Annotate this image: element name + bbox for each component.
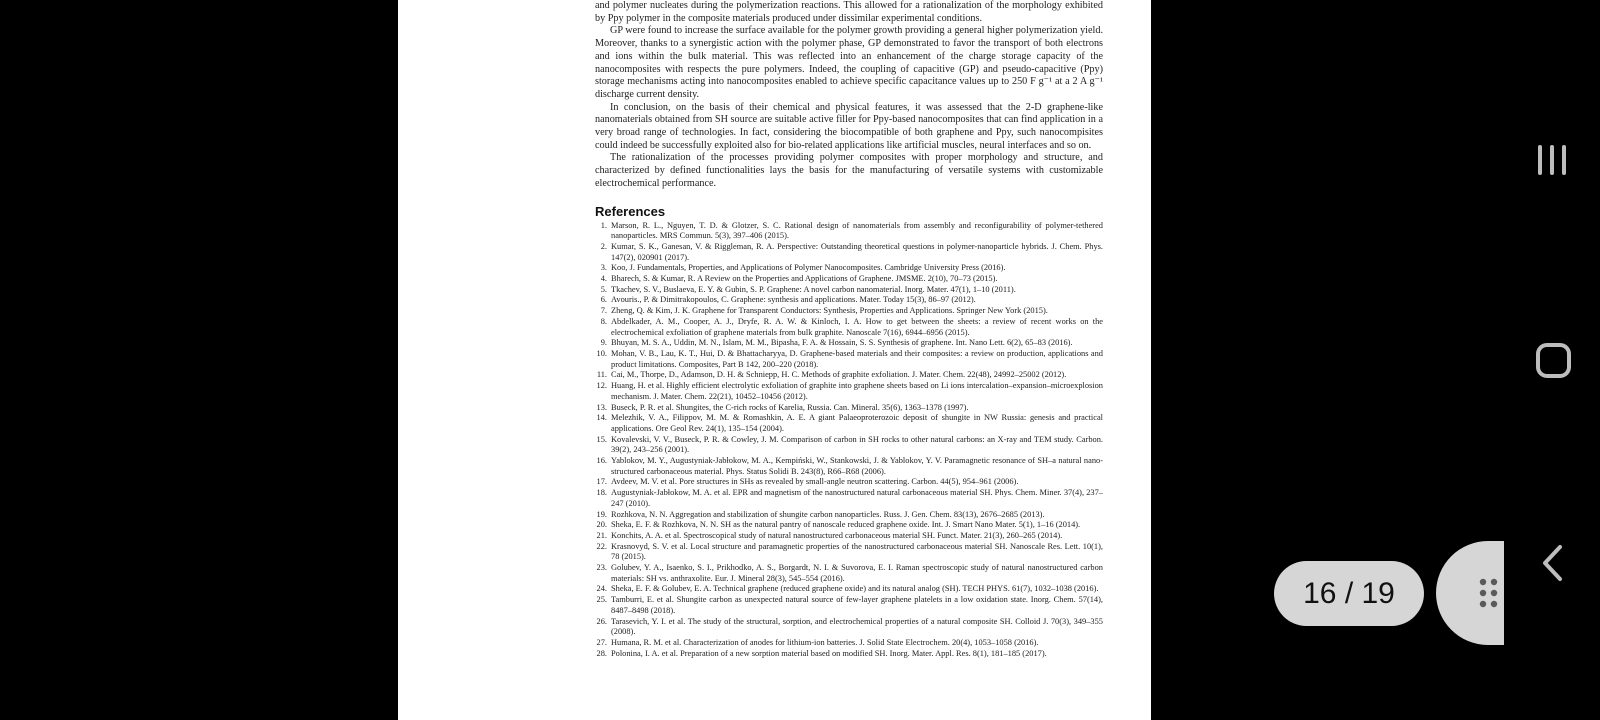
reference-item (595, 285, 1103, 296)
reference-number: 11. (596, 370, 607, 380)
reference-number: 10. (596, 348, 607, 358)
reference-text: Rozhkova, N. N. Aggregation and stabilization of shungite carbon nanoparticles. Russ. J. Gen. Chem. 83(13), 2676–2685 (2013). (611, 509, 1045, 519)
reference-number: 3. (600, 263, 607, 273)
reference-list (595, 221, 1103, 660)
reference-item (595, 274, 1103, 285)
reference-item (595, 403, 1103, 414)
reference-item (595, 531, 1103, 542)
reference-text: Mohan, V. B., Lau, K. T., Hui, D. & Bhattacharyya, D. Graphene-based materials and their composites: a review on production, applications and product limitations. Composites, Part B 142, 200–220 (2018). (611, 348, 1103, 369)
page-indicator-text: 16 / 19 (1303, 576, 1395, 610)
reference-text: Abdelkader, A. M., Cooper, A. J., Dryfe, R. A. W. & Kinloch, I. A. How to get between the sheets: a review of recent works on the electrochemical exfoliation of graphene materials from bulk graphite. Nanoscale 7(16), 6944–6956 (2015). (611, 316, 1103, 337)
reference-number: 9. (600, 338, 607, 348)
reference-number: 5. (600, 284, 607, 294)
reference-text: Sheka, E. F. & Rozhkova, N. N. SH as the natural pantry of nanoscale reduced graphene oxide. Int. J. Smart Nano Mater. 5(1), 1–16 (2014). (611, 520, 1081, 530)
body-paragraph: In conclusion, on the basis of their chemical and physical features, it was assessed that the 2-D graphene-like nanomaterials obtained from SH source are suitable active filler for Ppy-based nanocomposites that can find application in a very broad range of technologies. In fact, considering the biocompatible of both graphene and Ppy, such nanocompisites could indeed be successfully exploited also for bio-related applications like artificial muscles, neural interfaces and so on. (595, 101, 1103, 151)
reference-text: Tamburri, E. et al. Shungite carbon as unexpected natural source of few-layer graphene platelets in a low oxidation state. Inorg. Chem. 57(14), 8487–8498 (2018). (611, 595, 1103, 615)
reference-item (595, 649, 1103, 660)
reference-number: 4. (600, 274, 607, 284)
reference-text: Yablokov, M. Y., Augustyniak-Jabłokow, M. A., Kempiński, W., Stankowski, J. & Yablokov, Y. V. Paramagnetic resonance of SH–a natural nano-structured carbonaceous material. Phys. Status Solidi B. 243(8), R66–R68 (2006). (611, 456, 1103, 476)
reference-number: 17. (596, 477, 607, 487)
reference-number: 6. (600, 295, 607, 305)
recent-apps-icon[interactable] (1535, 142, 1571, 178)
reference-number: 20. (596, 520, 607, 530)
reference-text: Konchits, A. A. et al. Spectroscopical study of natural nanostructured carbonaceous material SH. Funct. Mater. 21(3), 260–265 (2014). (611, 530, 1063, 540)
reference-item (595, 563, 1103, 584)
body-paragraph: The rationalization of the processes providing polymer composites with proper morphology and structure, and characterized by defined functionalities lays the basis for the manufacturing of versatile systems with customizable electrochemical performance. (595, 152, 1103, 189)
reference-item (595, 221, 1103, 242)
reference-item (595, 510, 1103, 521)
reference-number: 2. (600, 241, 607, 251)
reference-text: Tarasevich, Y. I. et al. The study of the structural, sorption, and electrochemical properties of a natural composite SH. Colloid J. 70(3), 349–355 (2008). (611, 616, 1103, 637)
reference-text: Bhuyan, M. S. A., Uddin, M. N., Islam, M. M., Bipasha, F. A. & Hossain, S. S. Synthesis of graphene. Int. Nano Lett. 6(2), 65–83 (2016). (611, 338, 1073, 348)
reference-item (595, 477, 1103, 488)
reference-item (595, 456, 1103, 477)
reference-number: 25. (596, 595, 607, 605)
reference-text: Zheng, Q. & Kim, J. K. Graphene for Transparent Conductors: Synthesis, Properties and Applications. Springer New York (2015). (611, 306, 1048, 316)
reference-item (595, 370, 1103, 381)
reference-text: Avouris., P. & Dimitrakopoulos, C. Graphene: synthesis and applications. Mater. Today 15(3), 86–97 (2012). (611, 295, 976, 305)
reference-number: 27. (596, 637, 607, 647)
reference-item (595, 349, 1103, 370)
page-indicator (1274, 561, 1424, 626)
document-page[interactable] (398, 0, 1151, 720)
reference-number: 18. (596, 488, 607, 498)
reference-item (595, 617, 1103, 638)
reference-item (595, 381, 1103, 402)
reference-item (595, 242, 1103, 263)
references-heading: References (595, 203, 666, 219)
reference-text: Melezhik, V. A., Filippov, M. M. & Romashkin, A. E. A giant Palaeoproterozoic deposit of shungite in NW Russia: genesis and practical applications. Ore Geol Rev. 24(1), 135–154 (2004). (611, 413, 1103, 433)
dots-grid-icon (1478, 577, 1500, 611)
reference-number: 15. (596, 434, 607, 444)
reference-item (595, 488, 1103, 509)
reference-item (595, 435, 1103, 456)
reference-number: 28. (596, 648, 607, 658)
page-content (595, 0, 1103, 659)
body-paragraph: GP were found to increase the surface available for the polymer growth providing a general higher polymerization yield. Moreover, thanks to a synergistic action with the polymer phase, GP demonstrated to favor the transport of both electrons and ions within the bulk material. This was reflected into an enhancement of the charge storage capacity of the nanocomposites with respects the pure polymers. Indeed, the coupling of capacitive (GP) and pseudo-capacitive (Ppy) storage mechanisms acting into nanocomposites enabled to achieve specific capacitance values up to 250 F g⁻¹ at a 2 A g⁻¹ discharge current density. (595, 25, 1103, 100)
reference-item (595, 338, 1103, 349)
reference-item (595, 520, 1103, 531)
reference-number: 8. (600, 316, 607, 326)
body-paragraph: and polymer nucleates during the polymerization reactions. This allowed for a rationalization of the morphology exhibited by Ppy polymer in the composite materials produced under dissimilar experimental conditions. (595, 0, 1103, 24)
reference-text: Kumar, S. K., Ganesan, V. & Riggleman, R. A. Perspective: Outstanding theoretical questions in polymer-nanoparticle hybrids. J. Chem. Phys. 147(2), 020901 (2017). (611, 241, 1103, 262)
reference-text: Polonina, I. A. et al. Preparation of a new sorption material based on modified SH. Inorg. Mater. Appl. Res. 8(1), 181–185 (2017). (611, 648, 1047, 658)
reference-text: Krasnovyd, S. V. et al. Local structure and paramagnetic properties of the nanostructured carbonaceous material SH. Nanoscale Res. Lett. 10(1), 78 (2015). (611, 541, 1103, 562)
reference-item (595, 413, 1103, 434)
back-icon[interactable] (1540, 543, 1566, 583)
reference-text: Huang, H. et al. Highly efficient electrolytic exfoliation of graphite into graphene sheets based on Li ions intercalation–expansion–microexplosion mechanism. J. Mater. Chem. 22(21), 10452–10456 (2012). (611, 381, 1103, 401)
reference-text: Kovalevski, V. V., Buseck, P. R. & Cowley, J. M. Comparison of carbon in SH rocks to other natural carbons: an X-ray and TEM study. Carbon. 39(2), 243–256 (2001). (611, 434, 1103, 455)
reference-number: 21. (596, 530, 607, 540)
reference-text: Augustyniak-Jabłokow, M. A. et al. EPR and magnetism of the nanostructured natural carbonaceous material SH. Phys. Chem. Miner. 37(4), 237–247 (2010). (611, 488, 1103, 508)
reference-text: Marson, R. L., Nguyen, T. D. & Glotzer, S. C. Rational design of nanomaterials from assembly and reconfigurability of polymer-tethered nanoparticles. MRS Commun. 5(3), 397–406 (2015). (611, 220, 1103, 241)
reference-text: Buseck, P. R. et al. Shungites, the C-rich rocks of Karelia, Russia. Can. Mineral. 35(6), 1363–1378 (1997). (611, 402, 969, 412)
reference-number: 23. (596, 563, 607, 573)
reference-item (595, 295, 1103, 306)
reference-item (595, 638, 1103, 649)
reference-number: 22. (596, 541, 607, 551)
reference-text: Tkachev, S. V., Buslaeva, E. Y. & Gubin, S. P. Graphene: A novel carbon nanomaterial. Inorg. Mater. 47(1), 1–10 (2011). (611, 284, 1016, 294)
reference-number: 13. (596, 402, 607, 412)
reference-text: Avdeev, M. V. et al. Pore structures in SHs as revealed by small-angle neutron scattering. Carbon. 44(5), 954–961 (2006). (611, 477, 1019, 487)
reference-item (595, 306, 1103, 317)
reference-text: Koo, J. Fundamentals, Properties, and Applications of Polymer Nanocomposites. Cambridge University Press (2016). (611, 263, 1006, 273)
reference-item (595, 595, 1103, 616)
reference-item (595, 263, 1103, 274)
reference-number: 26. (596, 616, 607, 626)
body-text (595, 0, 1103, 191)
reference-item (595, 542, 1103, 563)
home-icon[interactable] (1535, 342, 1573, 380)
reference-text: Golubev, Y. A., Isaenko, S. I., Prikhodko, A. S., Borgardt, N. I. & Suvorova, E. I. Raman spectroscopic study of natural nanostructured carbon materials: SH vs. anthraxolite. Eur. J. Mineral 28(3), 545–554 (2016). (611, 563, 1103, 583)
reference-number: 24. (596, 584, 607, 594)
reference-number: 16. (596, 456, 607, 466)
reference-item (595, 317, 1103, 338)
reference-item (595, 584, 1103, 595)
reference-number: 7. (600, 306, 607, 316)
reference-text: Cai, M., Thorpe, D., Adamson, D. H. & Schniepp, H. C. Methods of graphite exfoliation. J. Mater. Chem. 22(48), 24992–25002 (2012). (611, 370, 1067, 380)
reference-number: 14. (596, 413, 607, 423)
reference-text: Humana, R. M. et al. Characterization of anodes for lithium-ion batteries. J. Solid State Electrochem. 20(4), 1053–1058 (2016). (611, 637, 1039, 647)
reference-text: Sheka, E. F. & Golubev, E. A. Technical graphene (reduced graphene oxide) and its natural analog (SH). TECH PHYS. 61(7), 1032–1038 (2016). (611, 584, 1099, 594)
reference-number: 12. (596, 381, 607, 391)
reference-text: Bharech, S. & Kumar, R. A Review on the Properties and Applications of Graphene. JMSME. 2(10), 70–73 (2015). (611, 274, 998, 284)
reference-number: 1. (600, 220, 607, 230)
reference-number: 19. (596, 509, 607, 519)
